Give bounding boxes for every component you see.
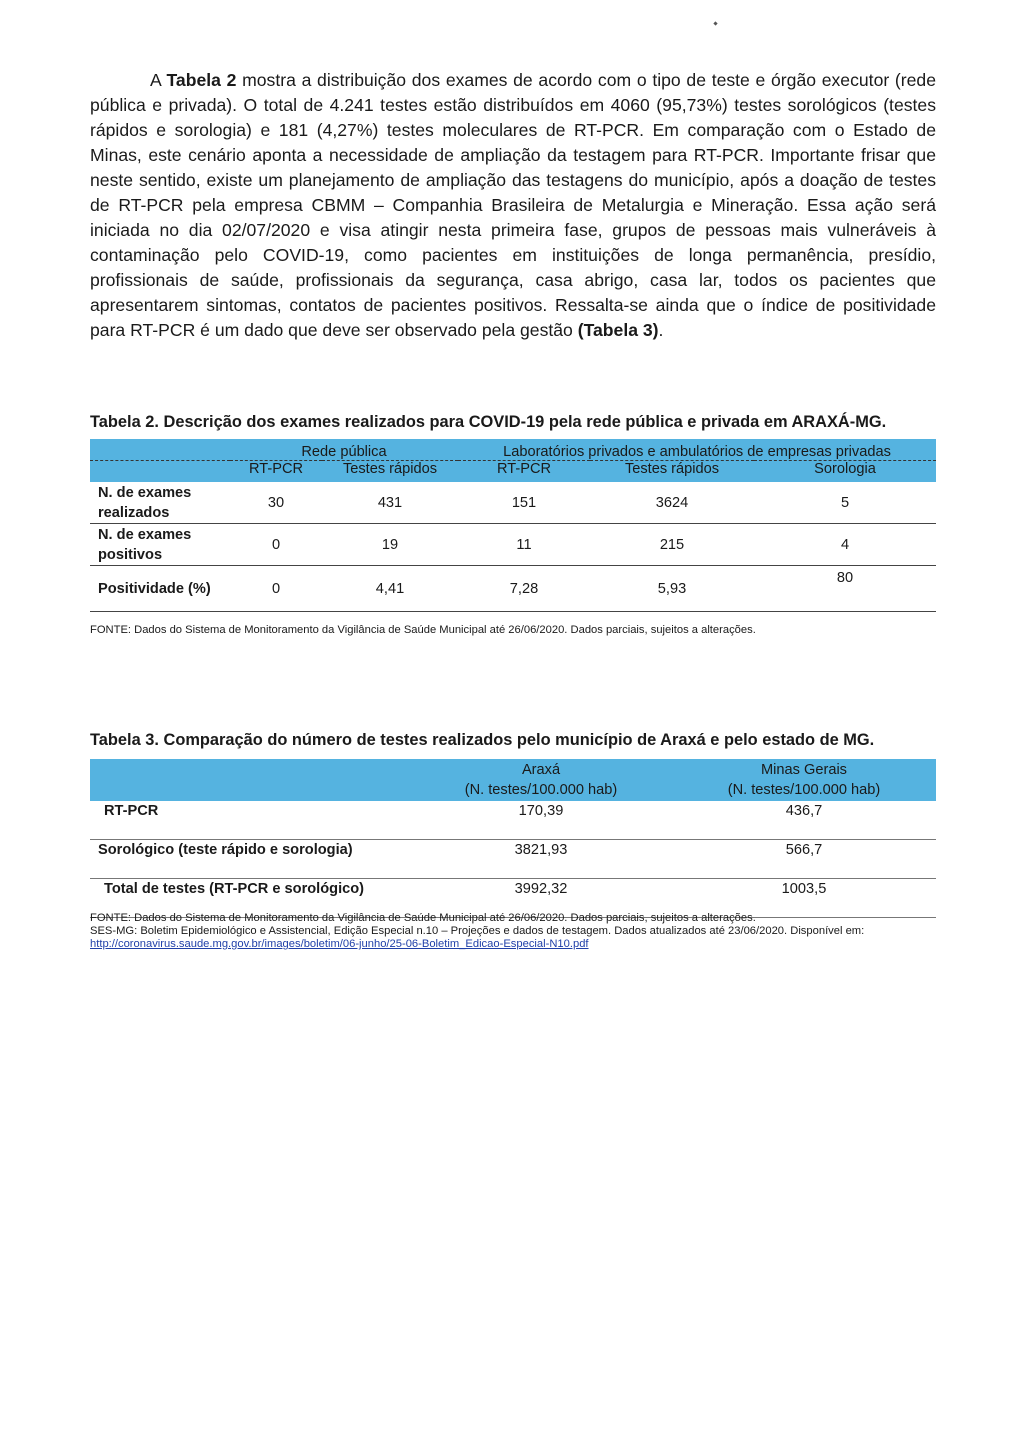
cell: 0 — [230, 524, 322, 566]
table2-caption: Tabela 2. Descrição dos exames realizados para COVID-19 pela rede pública e privada em ARAXÁ-MG. — [90, 413, 887, 431]
col-header: RT-PCR — [230, 461, 322, 483]
cell: 170,39 — [410, 801, 672, 840]
cell: 3821,93 — [410, 840, 672, 879]
cell: 3992,32 — [410, 879, 672, 918]
table-row — [90, 840, 936, 879]
table2-empty-header-2 — [90, 461, 230, 483]
table-row — [90, 524, 936, 566]
cell: 5 — [754, 482, 936, 524]
table2-group-header — [90, 439, 936, 461]
cell: 215 — [590, 524, 754, 566]
table3-header — [90, 759, 936, 801]
cell: 4 — [754, 524, 936, 566]
cell: 4,41 — [322, 566, 458, 612]
cell: 5,93 — [590, 566, 754, 612]
table-row — [90, 482, 936, 524]
cell: 3624 — [590, 482, 754, 524]
cell: 30 — [230, 482, 322, 524]
cell: 0 — [230, 566, 322, 612]
table3-caption: Tabela 3. Comparação do número de testes realizados pelo município de Araxá e pelo estado de MG. — [90, 731, 875, 749]
row-label: Sorológico (teste rápido e sorologia) — [90, 840, 410, 879]
group-privados: Laboratórios privados e ambulatórios de empresas privadas — [458, 439, 936, 461]
intro-text-1: A — [150, 70, 167, 90]
col-header: Testes rápidos — [322, 461, 458, 483]
table3-empty-header — [90, 759, 410, 801]
intro-text-3: . — [658, 320, 664, 340]
table3-source-2: SES-MG: Boletim Epidemiológico e Assistencial, Edição Especial n.10 – Projeções e dados de testagem. Dados atualizados até 23/06/2020. Disponível em: — [90, 925, 865, 937]
table2-column-header — [90, 461, 936, 483]
col-header-araxa: Araxá (N. testes/100.000 hab) — [410, 759, 672, 801]
cell: 151 — [458, 482, 590, 524]
document-page — [90, 68, 936, 950]
cell: 431 — [322, 482, 458, 524]
table2-source: FONTE: Dados do Sistema de Monitoramento da Vigilância de Saúde Municipal até 26/06/2020. Dados parciais, sujeitos a alterações. — [90, 624, 756, 636]
col-header: Sorologia — [754, 461, 936, 483]
cell: 436,7 — [672, 801, 936, 840]
cell: 11 — [458, 524, 590, 566]
cell: 80 — [754, 566, 936, 612]
table-row — [90, 566, 936, 612]
row-label: RT-PCR — [90, 801, 410, 840]
col-header: RT-PCR — [458, 461, 590, 483]
row-label: N. de exames realizados — [90, 482, 230, 524]
table3 — [90, 759, 936, 918]
intro-table3-ref: (Tabela 3) — [577, 320, 659, 340]
scan-mark — [713, 21, 717, 25]
row-label: Positividade (%) — [90, 566, 230, 612]
col-header-minas-gerais: Minas Gerais (N. testes/100.000 hab) — [672, 759, 936, 801]
cell: 1003,5 — [672, 879, 936, 918]
table3-sources — [90, 912, 864, 951]
table2-empty-header — [90, 439, 230, 461]
intro-text-2: mostra a distribuição dos exames de acordo com o tipo de teste e órgão executor (rede pública e privada). O total de 4.241 testes estão distribuídos em 4060 (95,73%) testes sorológicos (testes rápidos e sorologia) e 181 (4,27%) testes moleculares de RT-PCR. Em comparação com o Estado de Minas, este cenário aponta a necessidade de ampliação da testagem para RT-PCR. Importante frisar que neste sentido, existe um planejamento de ampliação das testagens do município, após a doação de testes de RT-PCR pela empresa CBMM – Companhia Brasileira de Metalurgia e Mineração. Essa ação será iniciada no dia 02/07/2020 e visa atingir nesta primeira fase, grupos de pessoas mais vulneráveis à contaminação pelo COVID-19, como pacientes em instituições de longa permanência, presídio, profissionais de saúde, profissionais da segurança, casa abrigo, casa lar, todos os pacientes que apresentarem sintomas, contatos de pacientes positivos. Ressalta-se ainda que o índice de positividade para RT-PCR é um dado que deve ser observado pela gestão — [90, 70, 936, 340]
table2 — [90, 439, 936, 612]
intro-paragraph — [90, 68, 936, 343]
row-label: Total de testes (RT-PCR e sorológico) — [90, 879, 410, 918]
group-rede-publica: Rede pública — [230, 439, 458, 461]
table3-source-1: FONTE: Dados do Sistema de Monitoramento da Vigilância de Saúde Municipal até 26/06/2020. Dados parciais, sujeitos a alterações. — [90, 912, 756, 924]
intro-table2-ref: Tabela 2 — [166, 70, 237, 90]
row-label: N. de exames positivos — [90, 524, 230, 566]
cell: 7,28 — [458, 566, 590, 612]
source-link[interactable]: http://coronavirus.saude.mg.gov.br/images/boletim/06-junho/25-06-Boletim_Edicao-Especial-N10.pdf — [90, 938, 589, 950]
table-row — [90, 801, 936, 840]
cell: 19 — [322, 524, 458, 566]
cell: 566,7 — [672, 840, 936, 879]
col-header: Testes rápidos — [590, 461, 754, 483]
